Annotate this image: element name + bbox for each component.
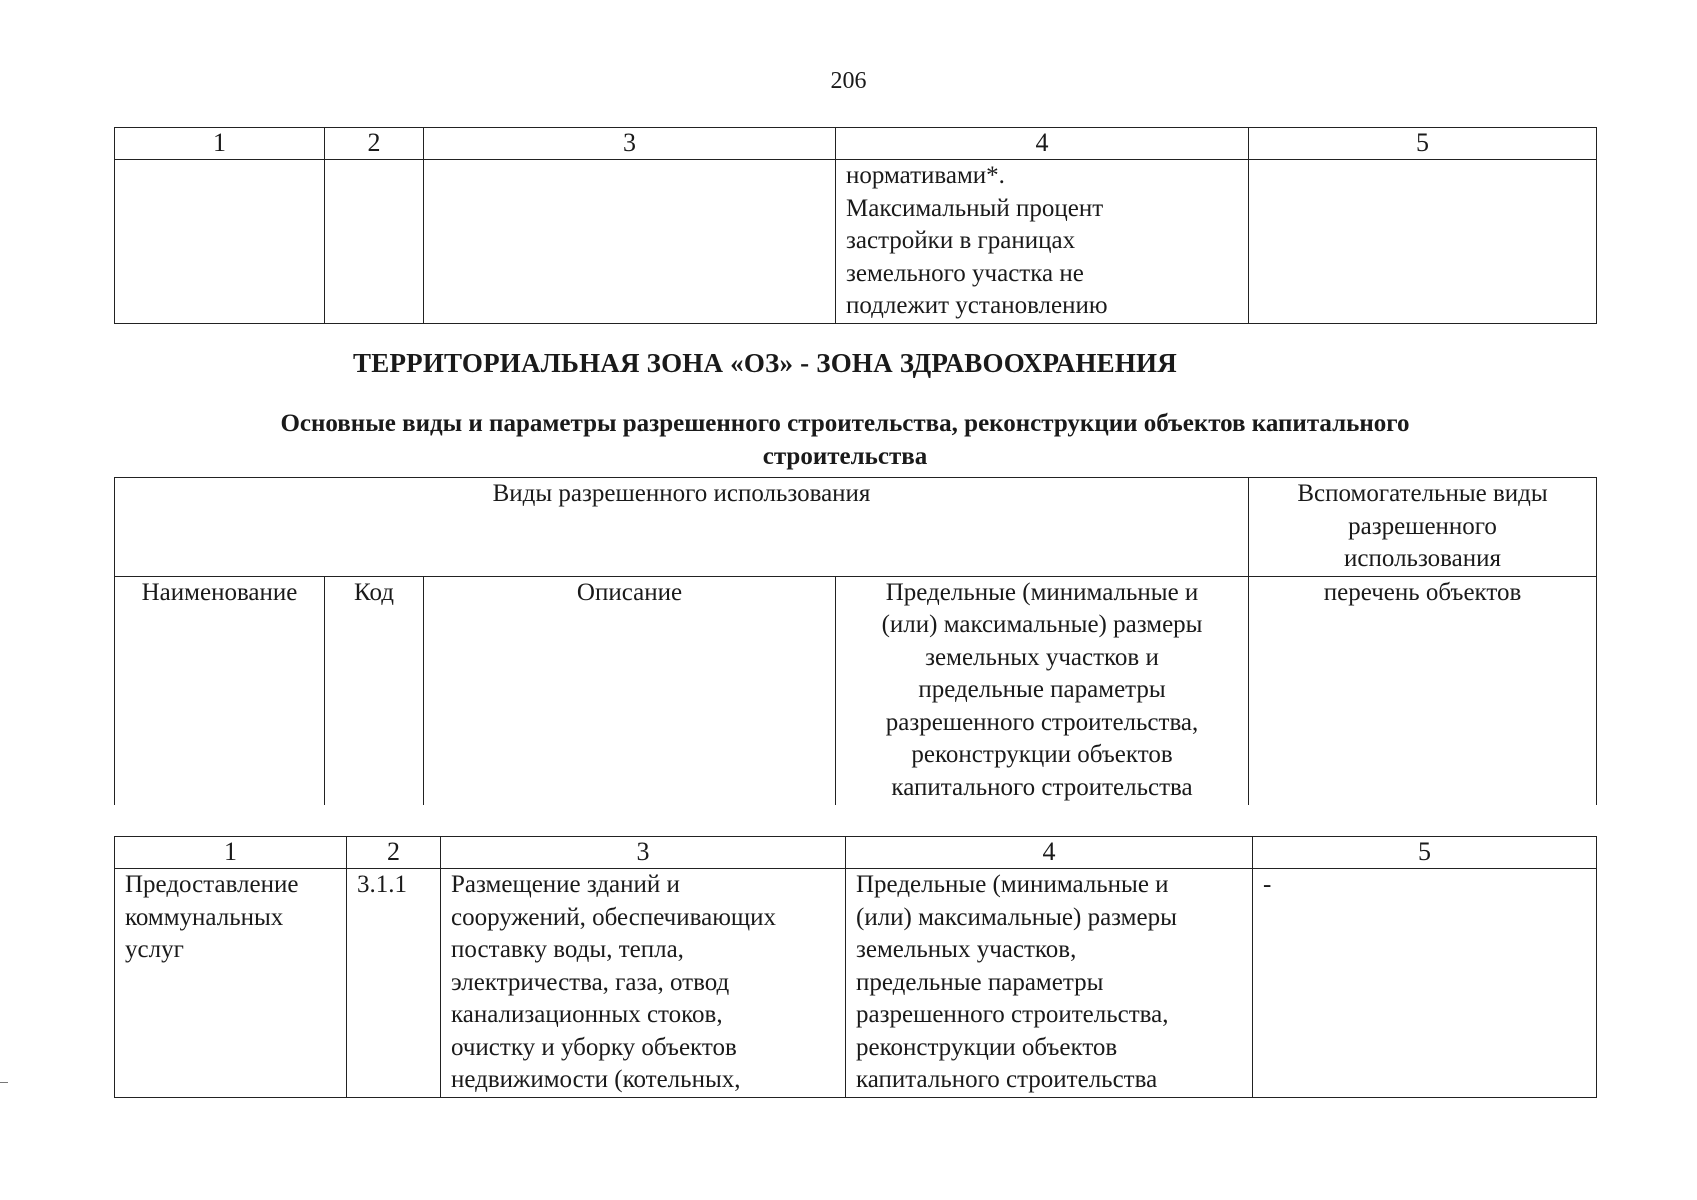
cell-line: электричества, газа, отвод: [451, 968, 730, 996]
cell-line: сооружений, обеспечивающих: [451, 903, 776, 931]
table-row: [115, 869, 1597, 1098]
cell-line: земельного участка не: [846, 259, 1084, 287]
cell-line: подлежит установлению: [846, 292, 1108, 319]
column-number: 3: [424, 128, 836, 160]
cell-line: застройки в границах: [846, 227, 1076, 254]
cell-description: [424, 160, 836, 324]
header-line: разрешенного: [1348, 512, 1497, 540]
column-number: 3: [441, 837, 846, 869]
header-line: (или) максимальные) размеры: [881, 611, 1203, 638]
cell-line: очистку и уборку объектов: [451, 1033, 737, 1061]
cell-description: [441, 869, 846, 1098]
scan-edge-mark: [0, 1082, 8, 1083]
header-main-group: Виды разрешенного использования: [115, 478, 1249, 577]
header-line: Предельные (минимальные и: [885, 578, 1199, 606]
cell-line: Предоставление: [125, 871, 299, 898]
column-number: 4: [846, 837, 1253, 869]
header-line: капитального строительства: [891, 773, 1193, 801]
header-limits: [836, 576, 1249, 805]
header-description: Описание: [424, 576, 836, 805]
cell-line: Предельные (минимальные и: [856, 871, 1169, 898]
data-table: [114, 836, 1597, 1098]
header-group-row: [115, 478, 1597, 577]
cell-name: [115, 160, 325, 324]
cell-name: [115, 869, 347, 1098]
header-line: использования: [1344, 545, 1502, 572]
cell-line: Максимальный процент: [846, 194, 1104, 222]
cell-aux: -: [1253, 869, 1597, 1098]
header-name: Наименование: [115, 576, 325, 805]
cell-line: нормативами*.: [846, 162, 1005, 189]
column-number-row: [115, 128, 1597, 160]
zone-title: ТЕРРИТОРИАЛЬНАЯ ЗОНА «ОЗ» - ЗОНА ЗДРАВООХРАНЕНИЯ: [353, 348, 1177, 378]
cell-line: земельных участков,: [856, 936, 1077, 963]
page-number: 206: [830, 68, 867, 94]
header-aux-list: перечень объектов: [1249, 576, 1597, 805]
cell-line: поставку воды, тепла,: [451, 936, 684, 963]
header-code: Код: [325, 576, 424, 805]
header-table: [114, 477, 1597, 805]
cell-line: услуг: [125, 936, 184, 963]
column-number: 2: [325, 128, 424, 160]
column-number: 5: [1253, 837, 1597, 869]
section-title: Основные виды и параметры разрешенного строительства, реконструкции объектов капитального строительства: [280, 410, 1410, 470]
header-line: предельные параметры: [918, 676, 1166, 703]
table-row: [115, 160, 1597, 324]
cell-line: коммунальных: [125, 903, 284, 931]
header-line: реконструкции объектов: [911, 741, 1173, 768]
cell-aux: [1249, 160, 1597, 324]
column-number: 5: [1249, 128, 1597, 160]
cell-line: капитального строительства: [856, 1066, 1158, 1093]
column-number: 4: [836, 128, 1249, 160]
column-number: 1: [115, 128, 325, 160]
cell-line: (или) максимальные) размеры: [856, 903, 1177, 931]
cell-limits: [846, 869, 1253, 1098]
cell-line: разрешенного строительства,: [856, 1001, 1169, 1028]
cell-limits: [836, 160, 1249, 324]
cell-code: 3.1.1: [347, 869, 441, 1098]
header-line: земельных участков и: [925, 643, 1159, 671]
cell-line: канализационных стоков,: [451, 1001, 723, 1028]
column-number: 2: [347, 837, 441, 869]
cell-line: Размещение зданий и: [451, 871, 680, 898]
column-number: 1: [115, 837, 347, 869]
header-columns-row: [115, 576, 1597, 805]
column-number-row: [115, 837, 1597, 869]
header-aux-group: [1249, 478, 1597, 577]
header-line: Вспомогательные виды: [1297, 480, 1548, 507]
header-line: разрешенного строительства,: [885, 708, 1199, 736]
cell-line: реконструкции объектов: [856, 1033, 1118, 1061]
cell-code: [325, 160, 424, 324]
cell-line: предельные параметры: [856, 968, 1104, 996]
cell-line: недвижимости (котельных,: [451, 1066, 741, 1093]
continued-table: [114, 127, 1597, 324]
